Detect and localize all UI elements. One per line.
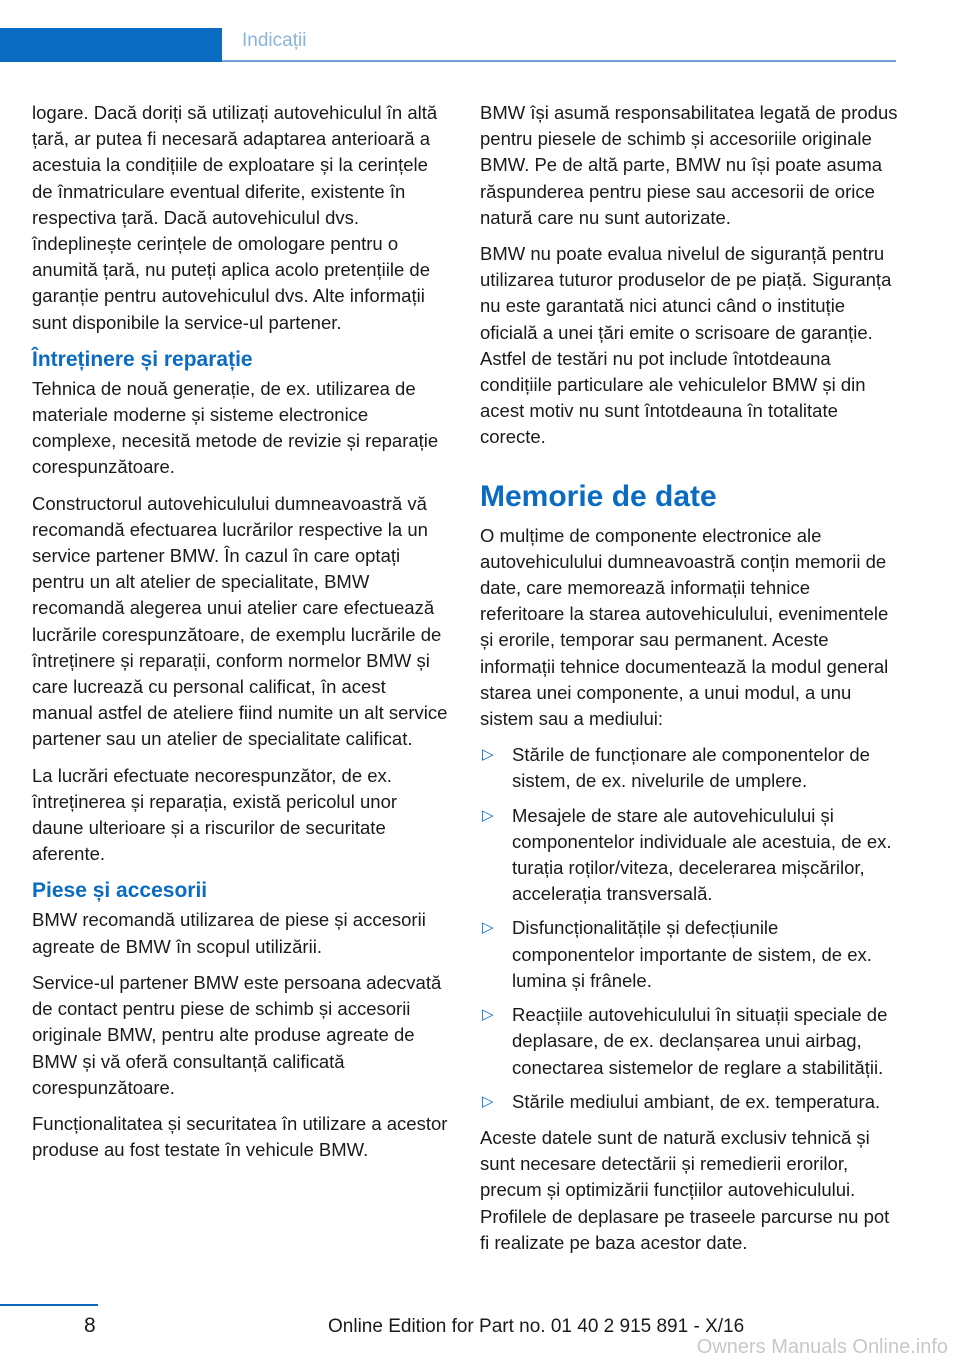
paragraph: Service-ul partener BMW este persoana adecvată de contact pentru piese de schimb și accesorii originale BMW, pentru alte produse agreate de BMW și vă oferă consultanță calificată corespunzătoare. xyxy=(32,971,442,1098)
header-rule xyxy=(222,60,896,62)
paragraph: Constructorul autovehiculului dumneavoastră vă recomandă efectuarea lucrărilor respective la un service partener BMW. În cazul în care optați pentru un alt atelier de specialitate, BMW recomandă alegerea unui atelier care efectuează lucrările corespunzătoare, de exemplu lucrările de întreținere și reparații, conform normelor BMW și care lucrează cu personal calificat, în acest manual astfel de ateliere fiind numite un alt service partener sau un atelier de specialitate calificat. xyxy=(32,492,448,750)
paragraph: BMW nu poate evalua nivelul de siguranță pentru utilizarea tuturor produselor de pe piață. Siguranța nu este garantată nici atunci când o instituție oficială a unei țări emite o scrisoare de garanție. Astfel de testări nu pot include întotdeauna condițiile particulare ale vehiculelor BMW și din acest motiv nu sunt întotdeauna în totalitate corecte. xyxy=(480,243,892,448)
triangle-bullet-icon: ▷ xyxy=(482,746,494,764)
paragraph: BMW recomandă utilizarea de piese și accesorii agreate de BMW în scopul utilizării. xyxy=(32,909,426,957)
paragraph: Funcționalitatea și securitatea în utilizare a acestor produse au fost testate în vehicule BMW. xyxy=(32,1112,448,1161)
list-item xyxy=(480,1002,898,1081)
list-item xyxy=(480,742,898,794)
page-number-rule xyxy=(0,1304,98,1306)
list-item-text: Stările de funcționare ale componentelor de sistem, de ex. nivelurile de umplere. xyxy=(512,744,870,792)
edition-footer: Online Edition for Part no. 01 40 2 915 891 - X/16 xyxy=(328,1316,745,1337)
right-column xyxy=(480,100,898,1266)
paragraph: Aceste datele sunt de natură exclusiv tehnică și sunt necesare detectării și remedierii erorilor, precum și optimizării funcțiilor autovehiculului. Profilele de deplasare pe traseele parcurse nu pot fi realizate pe baza acestor date. xyxy=(480,1126,890,1253)
triangle-bullet-icon: ▷ xyxy=(482,1092,494,1110)
list-item-text: Reacțiile autovehiculului în situații speciale de deplasare, de ex. declanșarea unui airbag, conectarea sistemelor de reglare a stabilității. xyxy=(512,1004,888,1078)
page-number: 8 xyxy=(84,1314,96,1337)
section-title: Indicații xyxy=(242,30,307,51)
subheading-parts-accessories: Piese și accesorii xyxy=(32,879,208,903)
list-item-text: Disfuncționalitățile și defecțiunile componentelor importante de sistem, de ex. lumina și frânele. xyxy=(512,917,872,991)
left-column xyxy=(32,100,450,1173)
header-color-block xyxy=(0,28,222,62)
paragraph: La lucrări efectuate necorespunzător, de ex. întreținerea și reparația, există pericolul unor daune ulterioare și a riscurilor de securitate aferente. xyxy=(32,764,398,865)
list-item xyxy=(480,803,898,908)
triangle-bullet-icon: ▷ xyxy=(482,1006,494,1024)
triangle-bullet-icon: ▷ xyxy=(482,806,494,824)
bullet-list xyxy=(480,742,898,1115)
paragraph: O mulțime de componente electronice ale autovehiculului dumneavoastră conțin memorii de date, care memorează informații tehnice referitoare la starea autovehiculului, evenimentele și erorile, temporar sau permanent. Aceste informații tehnice documentează la modul general starea unei componente, a unui modul, a unu sistem sau a mediului: xyxy=(480,524,889,730)
list-item xyxy=(480,915,898,994)
list-item xyxy=(480,1089,898,1115)
paragraph: BMW își asumă responsabilitatea legată de produs pentru piesele de schimb și accesoriile originale BMW. Pe de altă parte, BMW nu își poate asuma răspunderea pentru piese sau accesorii de orice natură care nu sunt autorizate. xyxy=(480,102,898,228)
paragraph: logare. Dacă doriți să utilizați autovehiculul în altă țară, ar putea fi necesară adaptarea anterioară a acestuia la condițiile de exploatare și la cerințele de înmatriculare eventual diferite, existente în respectiva țară. Dacă autovehiculul dvs. îndeplinește cerințele de omologare pentru o anumită țară, nu puteți aplica acolo pretențiile de garanție pentru autovehiculul dvs. Alte informații sunt disponibile la service-ul partener. xyxy=(32,102,438,333)
list-item-text: Stările mediului ambiant, de ex. temperatura. xyxy=(512,1090,881,1112)
subheading-maintenance: Întreținere și reparație xyxy=(32,347,253,371)
list-item-text: Mesajele de stare ale autovehiculului și componentelor individuale ale acestuia, de ex. turația roților/viteza, decelerarea mișcărilor, accelerația transversală. xyxy=(512,804,892,905)
watermark: Owners Manuals Online.info xyxy=(696,1336,948,1358)
paragraph: Tehnica de nouă generație, de ex. utilizarea de materiale moderne și sisteme electronice complexe, necesită metode de revizie și reparație corespunzătoare. xyxy=(32,377,439,478)
triangle-bullet-icon: ▷ xyxy=(482,919,494,937)
heading-data-memory: Memorie de date xyxy=(480,479,717,513)
